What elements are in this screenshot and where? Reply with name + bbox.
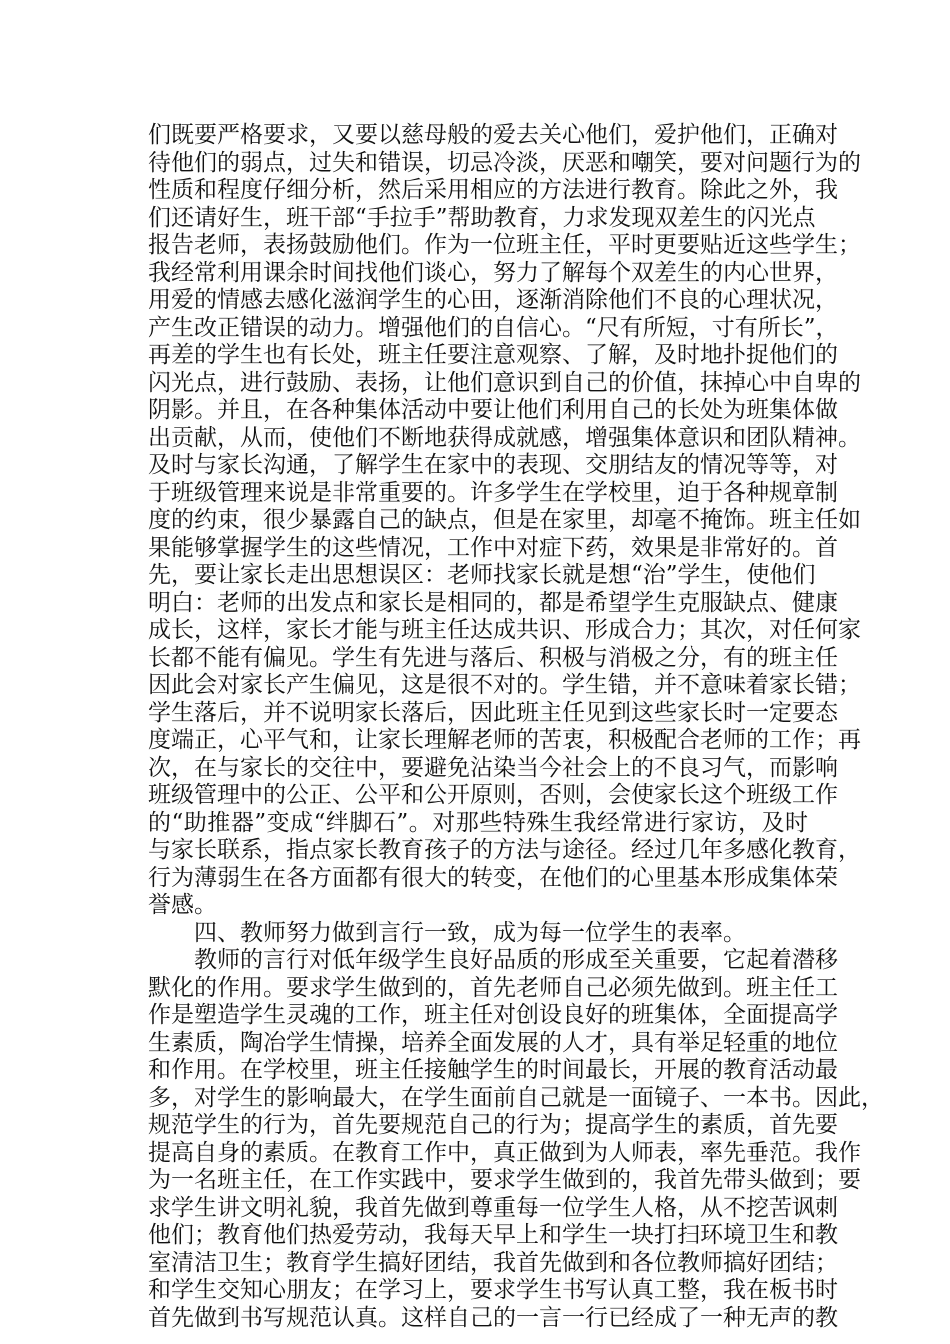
text-line: 们既要严格要求，又要以慈母般的爱去关心他们，爱护他们，正确对 bbox=[148, 122, 838, 148]
text-line: 誉感。 bbox=[148, 892, 217, 918]
text-line: 的“助推器”变成“绊脚石”。对那些特殊生我经常进行家访，及时 bbox=[148, 809, 808, 836]
text-line: 产生改正错误的动力。增强他们的自信心。“尺有所短，寸有所长”， bbox=[148, 314, 839, 341]
text-line: 出贡献，从而，使他们不断地获得成就感，增强集体意识和团队精神。 bbox=[148, 424, 861, 451]
text-line: 默化的作用。要求学生做到的，首先老师自己必须先做到。班主任工 bbox=[148, 974, 838, 1001]
text-line: 室清洁卫生；教育学生搞好团结，我首先做到和各位教师搞好团结； bbox=[148, 1249, 838, 1276]
text-line: 先，要让家长走出思想误区：老师找家长就是想“治”学生，使他们 bbox=[148, 562, 816, 588]
text-line: 闪光点，进行鼓励、表扬，让他们意识到自己的价值，抹掉心中自卑的 bbox=[148, 369, 861, 396]
text-line: 我经常利用课余时间找他们谈心，努力了解每个双差生的内心世界， bbox=[148, 259, 838, 286]
text-line: 性质和程度仔细分析，然后采用相应的方法进行教育。除此之外，我 bbox=[148, 177, 838, 203]
text-line: 于班级管理来说是非常重要的。许多学生在学校里，迫于各种规章制 bbox=[148, 479, 838, 506]
text-line: 用爱的情感去感化滋润学生的心田，逐渐消除他们不良的心理状况， bbox=[148, 287, 838, 313]
text-line: 因此会对家长产生偏见，这是很不对的。学生错，并不意味着家长错； bbox=[148, 672, 861, 698]
text-line: 首先做到书写规范认真。这样自己的一言一行已经成了一种无声的教 bbox=[148, 1304, 838, 1331]
text-line: 行为薄弱生在各方面都有很大的转变，在他们的心里基本形成集体荣 bbox=[148, 864, 838, 891]
text-line: 求学生讲文明礼貌，我首先做到尊重每一位学生人格，从不挖苦讽刺 bbox=[148, 1194, 838, 1221]
text-line: 四、教师努力做到言行一致，成为每一位学生的表率。 bbox=[194, 919, 746, 946]
text-line: 再差的学生也有长处，班主任要注意观察、了解，及时地扑捉他们的 bbox=[148, 342, 838, 368]
text-line: 及时与家长沟通，了解学生在家中的表现、交朋结友的情况等等，对 bbox=[148, 452, 838, 478]
text-line: 为一名班主任，在工作实践中，要求学生做到的，我首先带头做到；要 bbox=[148, 1167, 861, 1193]
text-line: 长都不能有偏见。学生有先进与落后、积极与消极之分，有的班主任 bbox=[148, 644, 838, 671]
text-line: 规范学生的行为，首先要规范自己的行为；提高学生的素质，首先要 bbox=[148, 1112, 838, 1138]
text-line: 明白：老师的出发点和家长是相同的，都是希望学生克服缺点、健康 bbox=[148, 589, 838, 616]
text-line: 和作用。在学校里，班主任接触学生的时间最长，开展的教育活动最 bbox=[148, 1057, 838, 1083]
text-line: 成长，这样，家长才能与班主任达成共识、形成合力；其次，对任何家 bbox=[148, 617, 861, 643]
text-line: 阴影。并且，在各种集体活动中要让他们利用自己的长处为班集体做 bbox=[148, 397, 838, 423]
text-line: 度端正，心平气和，让家长理解老师的苦衷，积极配合老师的工作；再 bbox=[148, 727, 861, 753]
text-line: 待他们的弱点，过失和错误，切忌冷淡，厌恶和嘲笑，要对问题行为的 bbox=[148, 149, 861, 176]
text-line: 提高自身的素质。在教育工作中，真正做到为人师表，率先垂范。我作 bbox=[148, 1139, 861, 1166]
text-line: 他们；教育他们热爱劳动，我每天早上和学生一块打扫环境卫生和教 bbox=[148, 1222, 838, 1248]
text-line: 与家长联系，指点家长教育孩子的方法与途径。经过几年多感化教育， bbox=[148, 837, 861, 863]
text-line: 和学生交知心朋友；在学习上，要求学生书写认真工整，我在板书时 bbox=[148, 1277, 838, 1303]
text-line: 果能够掌握学生的这些情况，工作中对症下药，效果是非常好的。首 bbox=[148, 534, 838, 561]
text-line: 次，在与家长的交往中，要避免沾染当今社会上的不良习气，而影响 bbox=[148, 754, 838, 781]
text-line: 们还请好生，班干部“手拉手”帮助教育，力求发现双差生的闪光点 bbox=[148, 204, 816, 231]
text-line: 报告老师，表扬鼓励他们。作为一位班主任，平时更要贴近这些学生； bbox=[148, 232, 861, 258]
text-line: 班级管理中的公正、公平和公开原则，否则，会使家长这个班级工作 bbox=[148, 782, 838, 808]
text-line: 学生落后，并不说明家长落后，因此班主任见到这些家长时一定要态 bbox=[148, 699, 838, 726]
text-line: 作是塑造学生灵魂的工作，班主任对创设良好的班集体，全面提高学 bbox=[148, 1002, 838, 1028]
body-text bbox=[148, 122, 884, 1332]
text-line: 教师的言行对低年级学生良好品质的形成至关重要，它起着潜移 bbox=[194, 947, 838, 973]
text-line: 度的约束，很少暴露自己的缺点，但是在家里，却毫不掩饰。班主任如 bbox=[148, 507, 861, 533]
text-line: 生素质，陶冶学生情操，培养全面发展的人才，具有举足轻重的地位 bbox=[148, 1029, 838, 1056]
text-line: 多，对学生的影响最大，在学生面前自己就是一面镜子、一本书。因此， bbox=[148, 1084, 884, 1111]
